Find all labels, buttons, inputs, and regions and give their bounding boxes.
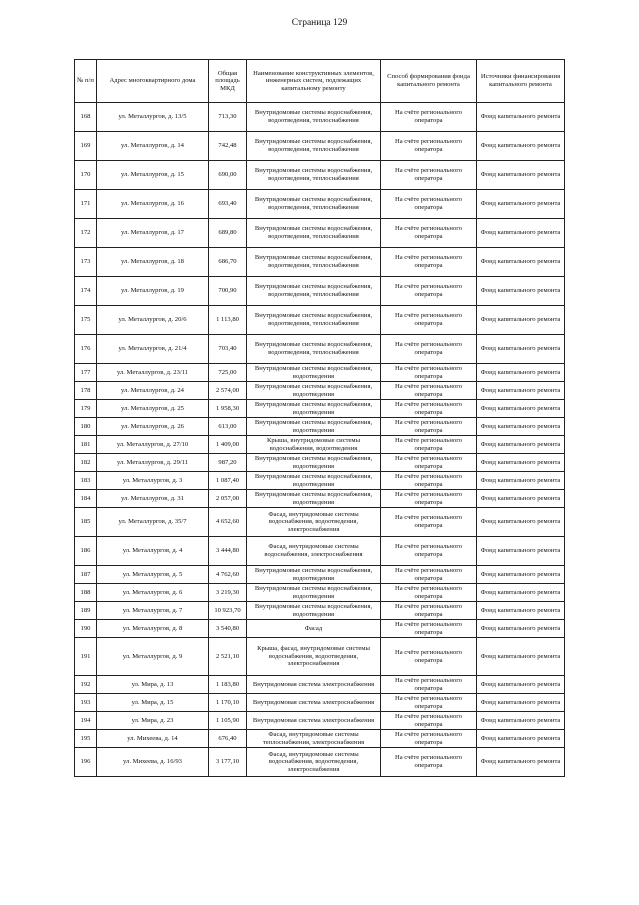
cell-address: ул. Металлургов, д. 19 bbox=[97, 277, 209, 306]
cell-address: ул. Мира, д. 15 bbox=[97, 694, 209, 712]
cell-num: 186 bbox=[75, 537, 97, 566]
cell-method: На счёте регионального оператора bbox=[381, 472, 477, 490]
table-row bbox=[75, 382, 565, 400]
cell-source: Фонд капитального ремонта bbox=[477, 638, 565, 676]
cell-method: На счёте регионального оператора bbox=[381, 748, 477, 777]
cell-method: На счёте регионального оператора bbox=[381, 537, 477, 566]
cell-elements: Фасад, внутридомовые системы водоснабжения, водоотведения, электроснабжения bbox=[247, 748, 381, 777]
cell-source: Фонд капитального ремонта bbox=[477, 306, 565, 335]
cell-elements: Внутридомовые системы водоснабжения, водоотведения bbox=[247, 400, 381, 418]
cell-elements: Внутридомовые системы водоснабжения, водоотведения bbox=[247, 382, 381, 400]
cell-num: 189 bbox=[75, 602, 97, 620]
cell-source: Фонд капитального ремонта bbox=[477, 620, 565, 638]
cell-method: На счёте регионального оператора bbox=[381, 103, 477, 132]
header-source: Источники финансирования капитального ремонта bbox=[477, 60, 565, 103]
cell-method: На счёте регионального оператора bbox=[381, 454, 477, 472]
cell-address: ул. Металлургов, д. 5 bbox=[97, 566, 209, 584]
table-row bbox=[75, 620, 565, 638]
cell-address: ул. Металлургов, д. 26 bbox=[97, 418, 209, 436]
cell-area: 690,00 bbox=[209, 161, 247, 190]
table-row bbox=[75, 490, 565, 508]
cell-source: Фонд капитального ремонта bbox=[477, 103, 565, 132]
cell-area: 3 219,30 bbox=[209, 584, 247, 602]
cell-area: 703,40 bbox=[209, 335, 247, 364]
repair-program-table bbox=[74, 59, 565, 777]
cell-method: На счёте регионального оператора bbox=[381, 508, 477, 537]
header-elements: Наименование конструктивных элементов, инженерных систем, подлежащих капитальному ремонту bbox=[247, 60, 381, 103]
cell-source: Фонд капитального ремонта bbox=[477, 676, 565, 694]
cell-source: Фонд капитального ремонта bbox=[477, 748, 565, 777]
cell-method: На счёте регионального оператора bbox=[381, 190, 477, 219]
cell-address: ул. Металлургов, д. 20/6 bbox=[97, 306, 209, 335]
cell-num: 187 bbox=[75, 566, 97, 584]
cell-method: На счёте регионального оператора bbox=[381, 161, 477, 190]
cell-source: Фонд капитального ремонта bbox=[477, 584, 565, 602]
cell-num: 194 bbox=[75, 712, 97, 730]
cell-elements: Внутридомовая система электроснабжения bbox=[247, 676, 381, 694]
cell-area: 2 521,10 bbox=[209, 638, 247, 676]
cell-num: 173 bbox=[75, 248, 97, 277]
cell-area: 1 087,40 bbox=[209, 472, 247, 490]
cell-elements: Крыша, внутридомовые системы водоснабжения, водоотведения bbox=[247, 436, 381, 454]
cell-elements: Внутридомовые системы водоснабжения, водоотведения bbox=[247, 584, 381, 602]
cell-num: 190 bbox=[75, 620, 97, 638]
cell-num: 180 bbox=[75, 418, 97, 436]
table-row bbox=[75, 248, 565, 277]
cell-num: 170 bbox=[75, 161, 97, 190]
table-row bbox=[75, 454, 565, 472]
cell-address: ул. Михеева, д. 16/93 bbox=[97, 748, 209, 777]
table-row bbox=[75, 436, 565, 454]
cell-num: 193 bbox=[75, 694, 97, 712]
cell-method: На счёте регионального оператора bbox=[381, 676, 477, 694]
cell-address: ул. Металлургов, д. 31 bbox=[97, 490, 209, 508]
cell-address: ул. Металлургов, д. 27/10 bbox=[97, 436, 209, 454]
cell-source: Фонд капитального ремонта bbox=[477, 490, 565, 508]
cell-elements: Внутридомовые системы водоснабжения, водоотведения bbox=[247, 602, 381, 620]
cell-address: ул. Металлургов, д. 14 bbox=[97, 132, 209, 161]
cell-num: 172 bbox=[75, 219, 97, 248]
cell-area: 987,20 bbox=[209, 454, 247, 472]
cell-method: На счёте регионального оператора bbox=[381, 566, 477, 584]
cell-address: ул. Металлургов, д. 13/5 bbox=[97, 103, 209, 132]
cell-area: 1 183,80 bbox=[209, 676, 247, 694]
cell-area: 4 762,60 bbox=[209, 566, 247, 584]
cell-address: ул. Металлургов, д. 18 bbox=[97, 248, 209, 277]
cell-elements: Внутридомовые системы водоснабжения, водоотведения bbox=[247, 364, 381, 382]
cell-num: 178 bbox=[75, 382, 97, 400]
cell-method: На счёте регионального оператора bbox=[381, 219, 477, 248]
table-row bbox=[75, 638, 565, 676]
cell-area: 742,48 bbox=[209, 132, 247, 161]
table-row bbox=[75, 277, 565, 306]
cell-area: 1 170,10 bbox=[209, 694, 247, 712]
cell-area: 613,00 bbox=[209, 418, 247, 436]
cell-elements: Внутридомовые системы водоснабжения, водоотведения, теплоснабжения bbox=[247, 277, 381, 306]
cell-method: На счёте регионального оператора bbox=[381, 490, 477, 508]
cell-method: На счёте регионального оператора bbox=[381, 602, 477, 620]
cell-area: 10 923,70 bbox=[209, 602, 247, 620]
table-row bbox=[75, 418, 565, 436]
table-row bbox=[75, 712, 565, 730]
cell-source: Фонд капитального ремонта bbox=[477, 436, 565, 454]
cell-elements: Внутридомовые системы водоснабжения, водоотведения, теплоснабжения bbox=[247, 161, 381, 190]
cell-elements: Фасад, внутридомовые системы водоснабжения, водоотведения, электроснабжения bbox=[247, 508, 381, 537]
cell-area: 1 958,30 bbox=[209, 400, 247, 418]
cell-source: Фонд капитального ремонта bbox=[477, 219, 565, 248]
cell-area: 1 409,00 bbox=[209, 436, 247, 454]
cell-method: На счёте регионального оператора bbox=[381, 132, 477, 161]
cell-area: 2 057,00 bbox=[209, 490, 247, 508]
cell-area: 3 540,80 bbox=[209, 620, 247, 638]
table-row bbox=[75, 676, 565, 694]
cell-num: 192 bbox=[75, 676, 97, 694]
table-row bbox=[75, 730, 565, 748]
cell-method: На счёте регионального оператора bbox=[381, 277, 477, 306]
cell-area: 2 574,00 bbox=[209, 382, 247, 400]
cell-address: ул. Металлургов, д. 9 bbox=[97, 638, 209, 676]
cell-address: ул. Металлургов, д. 29/11 bbox=[97, 454, 209, 472]
cell-area: 686,70 bbox=[209, 248, 247, 277]
cell-address: ул. Металлургов, д. 23/11 bbox=[97, 364, 209, 382]
cell-area: 1 105,90 bbox=[209, 712, 247, 730]
cell-method: На счёте регионального оператора bbox=[381, 382, 477, 400]
cell-num: 175 bbox=[75, 306, 97, 335]
cell-method: На счёте регионального оператора bbox=[381, 418, 477, 436]
table-row bbox=[75, 219, 565, 248]
table-row bbox=[75, 566, 565, 584]
cell-num: 169 bbox=[75, 132, 97, 161]
cell-method: На счёте регионального оператора bbox=[381, 436, 477, 454]
cell-elements: Внутридомовые системы водоснабжения, водоотведения bbox=[247, 472, 381, 490]
cell-elements: Внутридомовые системы водоснабжения, водоотведения bbox=[247, 454, 381, 472]
cell-area: 725,00 bbox=[209, 364, 247, 382]
cell-source: Фонд капитального ремонта bbox=[477, 400, 565, 418]
cell-num: 176 bbox=[75, 335, 97, 364]
cell-method: На счёте регионального оператора bbox=[381, 306, 477, 335]
cell-area: 4 652,60 bbox=[209, 508, 247, 537]
header-method: Способ формирования фонда капитального ремонта bbox=[381, 60, 477, 103]
cell-address: ул. Металлургов, д. 15 bbox=[97, 161, 209, 190]
cell-num: 191 bbox=[75, 638, 97, 676]
cell-area: 689,80 bbox=[209, 219, 247, 248]
cell-method: На счёте регионального оператора bbox=[381, 638, 477, 676]
cell-source: Фонд капитального ремонта bbox=[477, 694, 565, 712]
cell-elements: Внутридомовые системы водоснабжения, водоотведения, теплоснабжения bbox=[247, 248, 381, 277]
cell-elements: Внутридомовые системы водоснабжения, водоотведения, теплоснабжения bbox=[247, 103, 381, 132]
cell-elements: Внутридомовые системы водоснабжения, водоотведения bbox=[247, 566, 381, 584]
cell-address: ул. Металлургов, д. 3 bbox=[97, 472, 209, 490]
cell-method: На счёте регионального оператора bbox=[381, 730, 477, 748]
header-row bbox=[75, 60, 565, 103]
cell-address: ул. Металлургов, д. 6 bbox=[97, 584, 209, 602]
cell-source: Фонд капитального ремонта bbox=[477, 161, 565, 190]
cell-elements: Внутридомовые системы водоснабжения, водоотведения bbox=[247, 418, 381, 436]
cell-num: 182 bbox=[75, 454, 97, 472]
cell-source: Фонд капитального ремонта bbox=[477, 566, 565, 584]
table-row bbox=[75, 132, 565, 161]
cell-elements: Фасад, внутридомовые системы водоснабжения, электроснабжения bbox=[247, 537, 381, 566]
table-row bbox=[75, 335, 565, 364]
cell-source: Фонд капитального ремонта bbox=[477, 190, 565, 219]
cell-elements: Внутридомовые системы водоснабжения, водоотведения, теплоснабжения bbox=[247, 190, 381, 219]
table-row bbox=[75, 306, 565, 335]
cell-address: ул. Металлургов, д. 21/4 bbox=[97, 335, 209, 364]
cell-num: 185 bbox=[75, 508, 97, 537]
table-row bbox=[75, 190, 565, 219]
cell-source: Фонд капитального ремонта bbox=[477, 382, 565, 400]
cell-num: 184 bbox=[75, 490, 97, 508]
cell-source: Фонд капитального ремонта bbox=[477, 132, 565, 161]
cell-elements: Внутридомовые системы водоснабжения, водоотведения bbox=[247, 490, 381, 508]
cell-elements: Внутридомовые системы водоснабжения, водоотведения, теплоснабжения bbox=[247, 219, 381, 248]
cell-method: На счёте регионального оператора bbox=[381, 364, 477, 382]
cell-area: 1 113,80 bbox=[209, 306, 247, 335]
table-body bbox=[75, 103, 565, 777]
cell-method: На счёте регионального оператора bbox=[381, 584, 477, 602]
cell-source: Фонд капитального ремонта bbox=[477, 454, 565, 472]
cell-address: ул. Мира, д. 23 bbox=[97, 712, 209, 730]
cell-elements: Внутридомовая система электроснабжения bbox=[247, 712, 381, 730]
table-row bbox=[75, 103, 565, 132]
cell-elements: Внутридомовая система электроснабжения bbox=[247, 694, 381, 712]
cell-address: ул. Металлургов, д. 7 bbox=[97, 602, 209, 620]
header-address: Адрес многоквартирного дома bbox=[97, 60, 209, 103]
cell-num: 183 bbox=[75, 472, 97, 490]
cell-address: ул. Металлургов, д. 4 bbox=[97, 537, 209, 566]
page-title: Страница 129 bbox=[291, 18, 348, 28]
cell-elements: Внутридомовые системы водоснабжения, водоотведения, теплоснабжения bbox=[247, 132, 381, 161]
cell-num: 174 bbox=[75, 277, 97, 306]
cell-area: 3 177,10 bbox=[209, 748, 247, 777]
cell-elements: Фасад bbox=[247, 620, 381, 638]
cell-num: 181 bbox=[75, 436, 97, 454]
cell-num: 188 bbox=[75, 584, 97, 602]
cell-address: ул. Металлургов, д. 24 bbox=[97, 382, 209, 400]
table-row bbox=[75, 508, 565, 537]
cell-num: 179 bbox=[75, 400, 97, 418]
cell-source: Фонд капитального ремонта bbox=[477, 508, 565, 537]
cell-method: На счёте регионального оператора bbox=[381, 620, 477, 638]
cell-source: Фонд капитального ремонта bbox=[477, 364, 565, 382]
cell-method: На счёте регионального оператора bbox=[381, 248, 477, 277]
cell-method: На счёте регионального оператора bbox=[381, 694, 477, 712]
cell-elements: Внутридомовые системы водоснабжения, водоотведения, теплоснабжения bbox=[247, 306, 381, 335]
cell-num: 177 bbox=[75, 364, 97, 382]
table-row bbox=[75, 472, 565, 490]
table-row bbox=[75, 400, 565, 418]
header-num: № п/п bbox=[75, 60, 97, 103]
cell-method: На счёте регионального оператора bbox=[381, 335, 477, 364]
cell-method: На счёте регионального оператора bbox=[381, 400, 477, 418]
cell-source: Фонд капитального ремонта bbox=[477, 537, 565, 566]
cell-area: 676,40 bbox=[209, 730, 247, 748]
table-header bbox=[75, 60, 565, 103]
cell-source: Фонд капитального ремонта bbox=[477, 248, 565, 277]
cell-num: 195 bbox=[75, 730, 97, 748]
cell-source: Фонд капитального ремонта bbox=[477, 472, 565, 490]
table-row bbox=[75, 602, 565, 620]
cell-source: Фонд капитального ремонта bbox=[477, 602, 565, 620]
cell-method: На счёте регионального оператора bbox=[381, 712, 477, 730]
cell-area: 3 444,80 bbox=[209, 537, 247, 566]
cell-area: 693,40 bbox=[209, 190, 247, 219]
cell-address: ул. Мира, д. 13 bbox=[97, 676, 209, 694]
cell-source: Фонд капитального ремонта bbox=[477, 335, 565, 364]
cell-address: ул. Металлургов, д. 25 bbox=[97, 400, 209, 418]
cell-address: ул. Михеева, д. 14 bbox=[97, 730, 209, 748]
cell-source: Фонд капитального ремонта bbox=[477, 712, 565, 730]
cell-source: Фонд капитального ремонта bbox=[477, 418, 565, 436]
table-row bbox=[75, 364, 565, 382]
header-area: Общая площадь МКД bbox=[209, 60, 247, 103]
cell-elements: Крыша, фасад, внутридомовые системы водоснабжения, водоотведения, электроснабжения bbox=[247, 638, 381, 676]
table-row bbox=[75, 584, 565, 602]
table-row bbox=[75, 161, 565, 190]
cell-source: Фонд капитального ремонта bbox=[477, 277, 565, 306]
cell-num: 168 bbox=[75, 103, 97, 132]
cell-elements: Внутридомовые системы водоснабжения, водоотведения, теплоснабжения bbox=[247, 335, 381, 364]
cell-address: ул. Металлургов, д. 17 bbox=[97, 219, 209, 248]
cell-area: 713,30 bbox=[209, 103, 247, 132]
cell-address: ул. Металлургов, д. 16 bbox=[97, 190, 209, 219]
cell-address: ул. Металлургов, д. 35/7 bbox=[97, 508, 209, 537]
cell-num: 171 bbox=[75, 190, 97, 219]
table-row bbox=[75, 694, 565, 712]
table-row bbox=[75, 537, 565, 566]
cell-source: Фонд капитального ремонта bbox=[477, 730, 565, 748]
cell-num: 196 bbox=[75, 748, 97, 777]
table-row bbox=[75, 748, 565, 777]
cell-elements: Фасад, внутридомовые системы теплоснабжения, электроснабжения bbox=[247, 730, 381, 748]
cell-address: ул. Металлургов, д. 8 bbox=[97, 620, 209, 638]
cell-area: 700,90 bbox=[209, 277, 247, 306]
